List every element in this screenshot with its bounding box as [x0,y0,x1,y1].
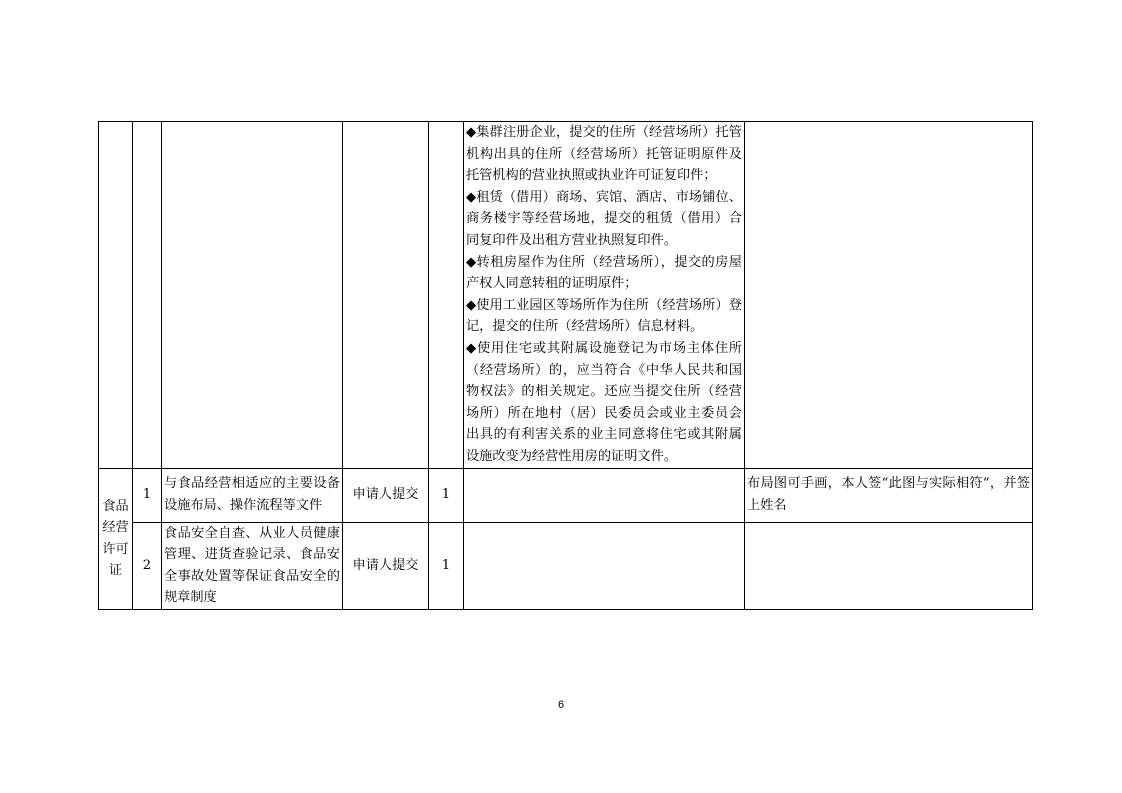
row-number: 1 [133,468,162,522]
material-remark [745,522,1033,609]
table-row-continuation [99,122,1033,469]
requirement-paragraph: ◆转租房屋作为住所（经营场所），提交的房屋产权人同意转租的证明原件； [466,254,742,292]
requirement-paragraph: ◆集群注册企业，提交的住所（经营场所）托管机构出具的住所（经营场所）托管证明原件及托管机构的营业执照或执业许可证复印件； [466,125,742,184]
material-requirement [464,468,745,522]
table-row [99,522,1033,609]
material-name: 食品安全自查、从业人员健康管理、进货查验记录、食品安全事故处置等保证食品安全的规章制度 [162,522,343,609]
remark-cell-empty [745,122,1033,469]
material-source: 申请人提交 [343,468,429,522]
page-number: 6 [557,699,565,711]
copies-cell-empty [429,122,464,469]
requirement-paragraph: ◆租赁（借用）商场、宾馆、酒店、市场铺位、商务楼宇等经营场地，提交的租赁（借用）合同复印件及出租方营业执照复印件。 [466,189,742,248]
table-row [99,468,1033,522]
materials-table [98,121,1033,610]
number-cell-empty [133,122,162,469]
material-source: 申请人提交 [343,522,429,609]
material-cell-empty [162,122,343,469]
requirement-paragraph: ◆使用工业园区等场所作为住所（经营场所）登记，提交的住所（经营场所）信息材料。 [466,297,742,335]
material-name: 与食品经营相适应的主要设备设施布局、操作流程等文件 [162,468,343,522]
requirement-paragraph: ◆使用住宅或其附属设施登记为市场主体住所（经营场所）的，应当符合《中华人民共和国物权法》的相关规定。还应当提交住所（经营场所）所在地村（居）民委员会或业主委员会出具的有利害关系的业主同意将住宅或其附属设施改变为经营性用房的证明文件。 [466,340,742,464]
material-copies: 1 [429,522,464,609]
requirements-cell [464,122,745,469]
row-number: 2 [133,522,162,609]
source-cell-empty [343,122,429,469]
material-requirement [464,522,745,609]
material-remark: 布局图可手画，本人签“此图与实际相符”，并签上姓名 [745,468,1033,522]
section-label-cell: 食品经营许可证 [99,468,133,609]
section-cell-empty [99,122,133,469]
material-copies: 1 [429,468,464,522]
